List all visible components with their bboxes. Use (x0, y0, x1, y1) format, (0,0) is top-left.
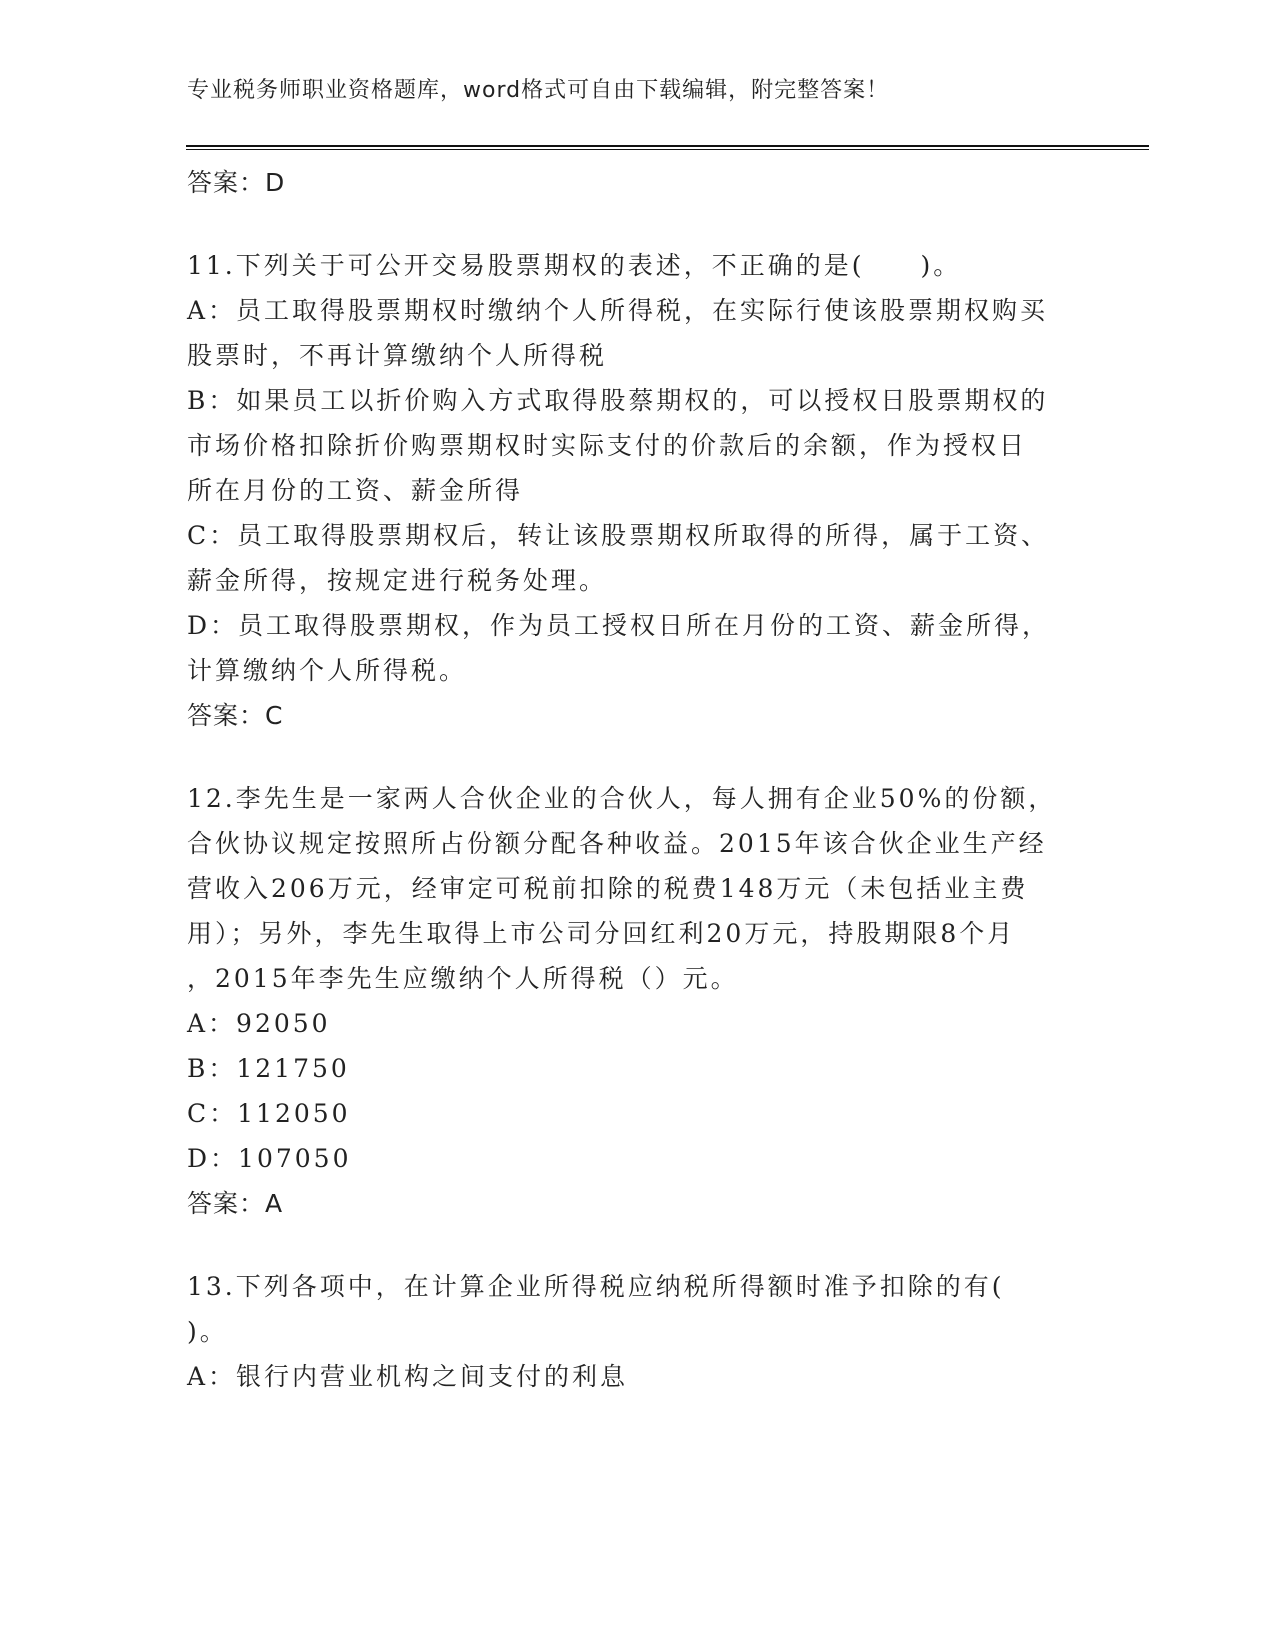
question-line: 12.李先生是一家两人合伙企业的合伙人，每人拥有企业50%的份额， (187, 784, 1057, 813)
option-line: B：121750 (187, 1054, 350, 1083)
option-line: C：员工取得股票期权后，转让该股票期权所取得的所得，属于工资、 (187, 521, 1050, 550)
question-line: )。 (187, 1317, 228, 1346)
question-line: 13.下列各项中，在计算企业所得税应纳税所得额时准予扣除的有( (187, 1272, 1005, 1301)
question-line: 合伙协议规定按照所占份额分配各种收益。2015年该合伙企业生产经 (187, 829, 1047, 858)
option-line: D：107050 (187, 1144, 352, 1173)
page-header: 专业税务师职业资格题库，word格式可自由下载编辑，附完整答案！ (187, 78, 890, 103)
header-divider (186, 145, 1149, 150)
answer-10: 答案：D (187, 168, 286, 197)
option-line: C：112050 (187, 1099, 351, 1128)
option-line: 股票时，不再计算缴纳个人所得税 (187, 341, 608, 370)
option-line: A：员工取得股票期权时缴纳个人所得税，在实际行使该股票期权购买 (187, 296, 1049, 325)
option-line: A：银行内营业机构之间支付的利息 (187, 1362, 629, 1391)
question-12 (187, 776, 1087, 1227)
option-line: A：92050 (187, 1009, 331, 1038)
question-line: 用）；另外，李先生取得上市公司分回红利20万元，持股期限8个月 (187, 919, 1016, 948)
option-line: 薪金所得，按规定进行税务处理。 (187, 566, 608, 595)
question-11 (187, 243, 1087, 739)
answer-12: 答案：A (187, 1189, 284, 1218)
option-line: 市场价格扣除折价购票期权时实际支付的价款后的余额，作为授权日 (187, 431, 1028, 460)
question-line: 营收入206万元，经审定可税前扣除的税费148万元（未包括业主费 (187, 874, 1029, 903)
option-line: 所在月份的工资、薪金所得 (187, 476, 524, 505)
question-line: 11.下列关于可公开交易股票期权的表述，不正确的是( )。 (187, 251, 962, 280)
option-line: D：员工取得股票期权，作为员工授权日所在月份的工资、薪金所得， (187, 611, 1051, 640)
option-line: B：如果员工以折价购入方式取得股蔡期权的，可以授权日股票期权的 (187, 386, 1049, 415)
option-line: 计算缴纳个人所得税。 (187, 656, 468, 685)
document-body (187, 160, 1087, 1399)
question-13 (187, 1264, 1087, 1399)
answer-11: 答案：C (187, 701, 284, 730)
question-line: ，2015年李先生应缴纳个人所得税（）元。 (187, 964, 739, 993)
